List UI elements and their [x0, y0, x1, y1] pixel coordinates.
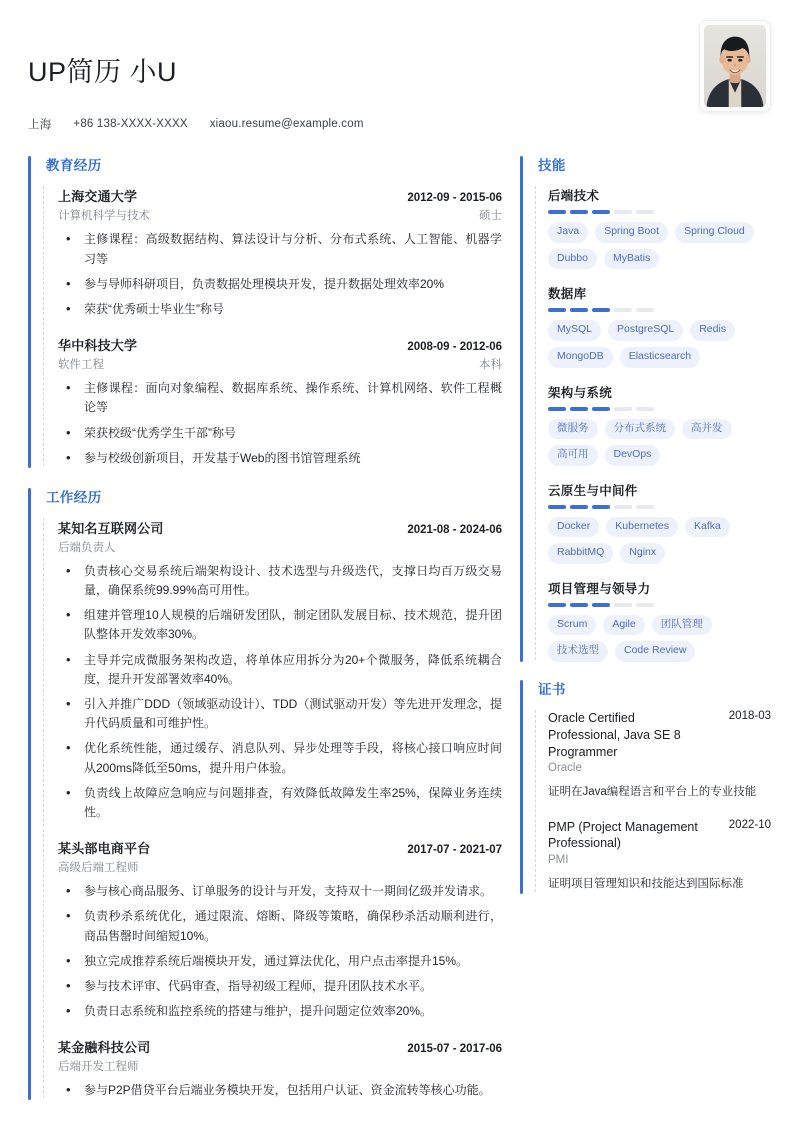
skill-tag: RabbitMQ — [548, 543, 613, 564]
list-item: • 负责线上故障应急响应与问题排查，有效降低故障发生率25%，保障业务连续性。 — [58, 784, 502, 822]
skill-tags — [548, 615, 771, 662]
work-date: 2017-07 - 2021-07 — [407, 844, 502, 857]
list-item: • 参与核心商品服务、订单服务的设计与开发，支持双十一期间亿级并发请求。 — [58, 882, 502, 901]
skill-segment — [548, 210, 566, 214]
skill-level-meter — [548, 308, 771, 312]
skill-segment — [592, 308, 610, 312]
skill-group-name: 后端技术 — [548, 189, 600, 204]
major: 计算机科学与技术 — [58, 210, 150, 223]
list-item: • 独立完成推荐系统后端模块开发，通过算法优化，用户点击率提升15%。 — [58, 952, 502, 971]
list-item: • 主修课程：面向对象编程、数据库系统、操作系统、计算机网络、软件工程概论等 — [58, 379, 502, 417]
entry-header — [58, 335, 502, 354]
education-date: 2012-09 - 2015-06 — [407, 192, 502, 205]
section-title-skills: 技能 — [538, 158, 566, 174]
education-bullets — [58, 379, 502, 468]
skill-group — [548, 383, 771, 466]
certificate-item — [548, 710, 771, 803]
list-item: • 参与P2P借贷平台后端业务模块开发，包括用户认证、资金流转等核心功能。 — [58, 1081, 502, 1100]
list-item: • 组建并管理10人规模的后端研发团队，制定团队发展目标、技术规范，提升团队整体开发效率30%。 — [58, 606, 502, 644]
list-item: • 负责核心交易系统后端架构设计、技术选型与升级迭代，支撑日均百万级交易量，确保系统99.99%高可用性。 — [58, 562, 502, 600]
degree: 本科 — [479, 359, 502, 372]
list-item: • 负责秒杀系统优化，通过限流、熔断、降级等策略，确保秒杀活动顺利进行，商品售罄时间缩短10%。 — [58, 907, 502, 945]
skill-segment — [570, 603, 588, 607]
section-certificates — [520, 678, 771, 895]
skill-tag: Java — [548, 222, 588, 243]
skill-tag: DevOps — [605, 445, 661, 466]
skill-segment — [636, 407, 654, 411]
right-column — [520, 154, 771, 910]
skill-group-name: 架构与系统 — [548, 385, 613, 400]
skill-tag: 技术选型 — [548, 641, 608, 662]
skill-tag: Redis — [690, 320, 735, 341]
skill-segment — [592, 505, 610, 509]
skill-group — [548, 579, 771, 662]
certificate-issuer: PMI — [548, 854, 569, 867]
job-role: 后端负责人 — [58, 541, 116, 554]
work-entry — [58, 1037, 502, 1100]
skill-segment — [636, 210, 654, 214]
work-date: 2015-07 - 2017-06 — [407, 1043, 502, 1056]
education-entry — [58, 186, 502, 319]
entry-subheader — [58, 859, 502, 875]
entry-header — [58, 518, 502, 537]
certificate-item — [548, 819, 771, 895]
left-column — [28, 154, 520, 1118]
skill-segment — [592, 210, 610, 214]
school-name: 上海交通大学 — [58, 189, 138, 205]
skill-tag: Code Review — [615, 641, 695, 662]
list-item: • 参与校级创新项目，开发基于Web的图书馆管理系统 — [58, 449, 502, 468]
company-name: 某金融科技公司 — [58, 1040, 151, 1056]
skill-groups — [532, 186, 771, 661]
major: 软件工程 — [58, 359, 104, 372]
education-date: 2008-09 - 2012-06 — [407, 341, 502, 354]
skill-tag: Agile — [603, 615, 644, 636]
skill-segment — [570, 308, 588, 312]
skill-tag: MongoDB — [548, 347, 613, 368]
skill-segment — [614, 210, 632, 214]
skill-group — [548, 481, 771, 564]
skill-tag: Nginx — [620, 543, 665, 564]
skill-group-name: 云原生与中间件 — [548, 483, 638, 498]
skill-segment — [570, 210, 588, 214]
certificate-header — [548, 819, 771, 853]
skill-segment — [636, 505, 654, 509]
skill-segment — [636, 603, 654, 607]
work-entries — [40, 518, 502, 1101]
skill-tag: 高并发 — [682, 419, 732, 440]
list-item: • 引入并推广DDD（领域驱动设计）、TDD（测试驱动开发）等先进开发理念，提升代码质量和可维护性。 — [58, 695, 502, 733]
skill-segment — [592, 407, 610, 411]
section-title-certificates: 证书 — [538, 681, 566, 697]
entry-subheader — [58, 539, 502, 555]
entry-header — [58, 1037, 502, 1056]
job-role: 高级后端工程师 — [58, 862, 139, 875]
skill-segment — [548, 407, 566, 411]
skill-segment — [614, 505, 632, 509]
contact-phone: +86 138-XXXX-XXXX — [73, 118, 188, 131]
skill-tags — [548, 419, 771, 466]
page-title: UP简历 小U — [28, 57, 178, 87]
list-item: • 负责日志系统和监控系统的搭建与维护，提升问题定位效率20%。 — [58, 1002, 502, 1021]
entry-header — [58, 838, 502, 857]
skill-level-meter — [548, 407, 771, 411]
name-line — [28, 34, 771, 88]
skill-segment — [570, 407, 588, 411]
certificate-date: 2022-10 — [728, 818, 771, 831]
skill-segment — [614, 308, 632, 312]
section-education — [28, 154, 502, 468]
avatar — [699, 20, 771, 112]
certificate-description: 证明在Java编程语言和平台上的专业技能 — [548, 786, 757, 799]
section-title-work: 工作经历 — [46, 489, 102, 505]
resume-body — [28, 154, 771, 1118]
skill-segment — [570, 505, 588, 509]
skill-group — [548, 284, 771, 367]
skill-tags — [548, 222, 771, 269]
education-entries — [40, 186, 502, 468]
list-item: • 主导并完成微服务架构改造，将单体应用拆分为20+个微服务，降低系统耦合度，提升开发部署效率40%。 — [58, 651, 502, 689]
list-item: • 优化系统性能，通过缓存、消息队列、异步处理等手段，将核心接口响应时间从200ms降低至50ms，提升用户体验。 — [58, 739, 502, 777]
resume-header — [28, 0, 771, 132]
work-entry — [58, 838, 502, 1021]
skill-group-name: 数据库 — [548, 287, 587, 302]
company-name: 某头部电商平台 — [58, 841, 151, 857]
skill-segment — [548, 603, 566, 607]
company-name: 某知名互联网公司 — [58, 520, 164, 536]
entry-subheader — [58, 207, 502, 223]
certificate-name: Oracle Certified Professional, Java SE 8 Programmer — [548, 710, 681, 759]
skill-tag: Dubbo — [548, 249, 597, 270]
certificate-items — [532, 710, 771, 895]
skill-segment — [548, 308, 566, 312]
work-bullets — [58, 882, 502, 1021]
skill-segment — [548, 505, 566, 509]
contact-bar — [28, 116, 771, 132]
skill-tag: 分布式系统 — [605, 419, 676, 440]
skill-tag: Docker — [548, 517, 599, 538]
entry-subheader — [58, 1058, 502, 1074]
portrait-photo-icon — [704, 25, 766, 107]
skill-tag: Elasticsearch — [620, 347, 700, 368]
work-entry — [58, 518, 502, 822]
skill-segment — [636, 308, 654, 312]
section-skills — [520, 154, 771, 661]
education-entry — [58, 335, 502, 468]
skill-tag: Kubernetes — [606, 517, 678, 538]
skill-tag: Spring Cloud — [675, 222, 754, 243]
job-role: 后端开发工程师 — [58, 1061, 139, 1074]
school-name: 华中科技大学 — [58, 338, 138, 354]
work-bullets — [58, 562, 502, 822]
skill-tag: Kafka — [685, 517, 730, 538]
skill-tags — [548, 517, 771, 564]
contact-email: xiaou.resume@example.com — [209, 118, 364, 131]
section-title-education: 教育经历 — [46, 158, 102, 174]
skill-level-meter — [548, 603, 771, 607]
skill-segment — [614, 407, 632, 411]
skill-tag: Spring Boot — [595, 222, 668, 243]
skill-segment — [614, 603, 632, 607]
list-item: • 主修课程：高级数据结构、算法设计与分析、分布式系统、人工智能、机器学习等 — [58, 230, 502, 268]
skill-tag: 高可用 — [548, 445, 598, 466]
skill-group-name: 项目管理与领导力 — [548, 581, 651, 596]
list-item: • 荣获“优秀硕士毕业生”称号 — [58, 300, 502, 319]
contact-location: 上海 — [28, 119, 52, 132]
skill-group — [548, 186, 771, 269]
skill-tag: MyBatis — [604, 249, 659, 270]
skill-segment — [592, 603, 610, 607]
degree: 硕士 — [479, 210, 502, 223]
skill-level-meter — [548, 505, 771, 509]
skill-tags — [548, 320, 771, 367]
skill-tag: 微服务 — [548, 419, 598, 440]
skill-tag: PostgreSQL — [608, 320, 683, 341]
work-bullets — [58, 1081, 502, 1100]
education-bullets — [58, 230, 502, 319]
work-date: 2021-08 - 2024-06 — [407, 523, 502, 536]
certificate-header — [548, 710, 771, 761]
list-item: • 荣获校级“优秀学生干部”称号 — [58, 424, 502, 443]
certificate-name: PMP (Project Management Professional) — [548, 819, 698, 851]
entry-subheader — [58, 356, 502, 372]
section-work-experience — [28, 486, 502, 1101]
skill-level-meter — [548, 210, 771, 214]
certificate-description: 证明项目管理知识和技能达到国际标准 — [548, 878, 744, 891]
list-item: • 参与技术评审、代码审查，指导初级工程师，提升团队技术水平。 — [58, 977, 502, 996]
skill-tag: MySQL — [548, 320, 601, 341]
entry-header — [58, 186, 502, 205]
certificate-date: 2018-03 — [728, 709, 771, 722]
list-item: • 参与导师科研项目，负责数据处理模块开发，提升数据处理效率20% — [58, 275, 502, 294]
skill-tag: 团队管理 — [652, 615, 712, 636]
skill-tag: Scrum — [548, 615, 596, 636]
certificate-issuer: Oracle — [548, 762, 582, 775]
